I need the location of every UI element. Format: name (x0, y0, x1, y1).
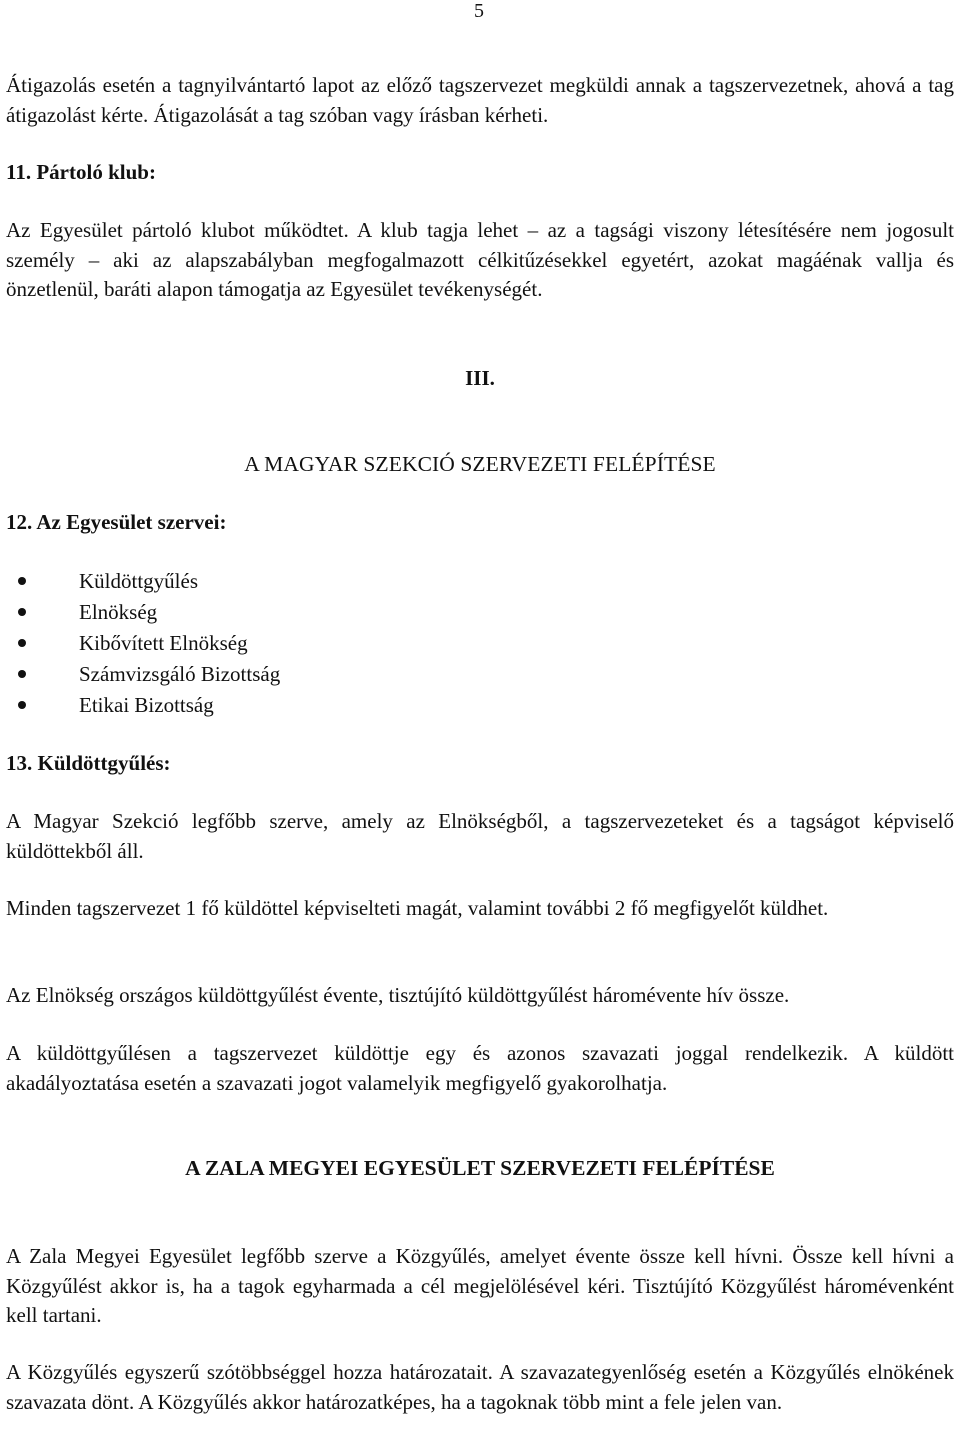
list-item: Kibővített Elnökség (18, 628, 280, 659)
paragraph-delegates-1: A Magyar Szekció legfőbb szerve, amely az Elnökségből, a tagszervezeteket és a tagságot képviselő küldöttekből áll. (6, 809, 954, 863)
list-item: Elnökség (18, 597, 280, 628)
list-item: Számvizsgáló Bizottság (18, 659, 280, 690)
paragraph-delegates-3: Az Elnökség országos küldöttgyűlést évente, tisztújító küldöttgyűlést háromévente hív össze. (6, 983, 790, 1007)
list-item: Küldöttgyűlés (18, 566, 280, 597)
heading-delegates-assembly: 13. Küldöttgyűlés: (6, 751, 171, 775)
bullet-icon (18, 608, 26, 616)
heading-organs: 12. Az Egyesület szervei: (6, 510, 227, 534)
zala-section-title: A ZALA MEGYEI EGYESÜLET SZERVEZETI FELÉPÍTÉSE (185, 1156, 775, 1180)
paragraph-zala-2: A Közgyűlés egyszerű szótöbbséggel hozza határozatait. A szavazategyenlőség esetén a Közgyűlés elnökének szavazata dönt. A Közgyűlés akkor határozatképes, ha a tagoknak több mint a fele jelen van. (6, 1360, 954, 1414)
paragraph-delegates-2: Minden tagszervezet 1 fő küldöttel képviselteti magát, valamint további 2 fő megfigyelőt küldhet. (6, 896, 829, 920)
organs-list (18, 566, 280, 721)
list-item: Etikai Bizottság (18, 690, 280, 721)
paragraph-zala-1: A Zala Megyei Egyesület legfőbb szerve a Közgyűlés, amelyet évente össze kell hívni. Össze kell hívni a Közgyűlést akkor is, ha a tagok egyharmada a cél megjelölésével kéri. Tisztújító Közgyűlést háromévenként kell tartani. (6, 1244, 954, 1327)
section-title: A MAGYAR SZEKCIÓ SZERVEZETI FELÉPÍTÉSE (244, 452, 716, 476)
paragraph-supporting-club: Az Egyesület pártoló klubot működtet. A klub tagja lehet – az a tagsági viszony létesítésére nem jogosult személy – aki az alapszabályban megfogalmazott célkitűzésekkel egyetért, azokat magáénak vallja és önzetlenül, baráti alapon támogatja az Egyesület tevékenységét. (6, 218, 954, 301)
paragraph-delegates-4: A küldöttgyűlésen a tagszervezet küldöttje egy és azonos szavazati joggal rendelkezik. A küldött akadályoztatása esetén a szavazati jogot valamelyik megfigyelő gyakorolhatja. (6, 1041, 954, 1095)
section-numeral: III. (465, 366, 495, 390)
paragraph-transfer: Átigazolás esetén a tagnyilvántartó lapot az előző tagszervezet megküldi annak a tagszervezetnek, ahová a tag átigazolást kérte. Átigazolását a tag szóban vagy írásban kérheti. (6, 73, 954, 127)
bullet-icon (18, 577, 26, 585)
heading-supporting-club: 11. Pártoló klub: (6, 160, 156, 184)
bullet-icon (18, 701, 26, 709)
bullet-icon (18, 639, 26, 647)
bullet-icon (18, 670, 26, 678)
page-number: 5 (474, 0, 484, 22)
